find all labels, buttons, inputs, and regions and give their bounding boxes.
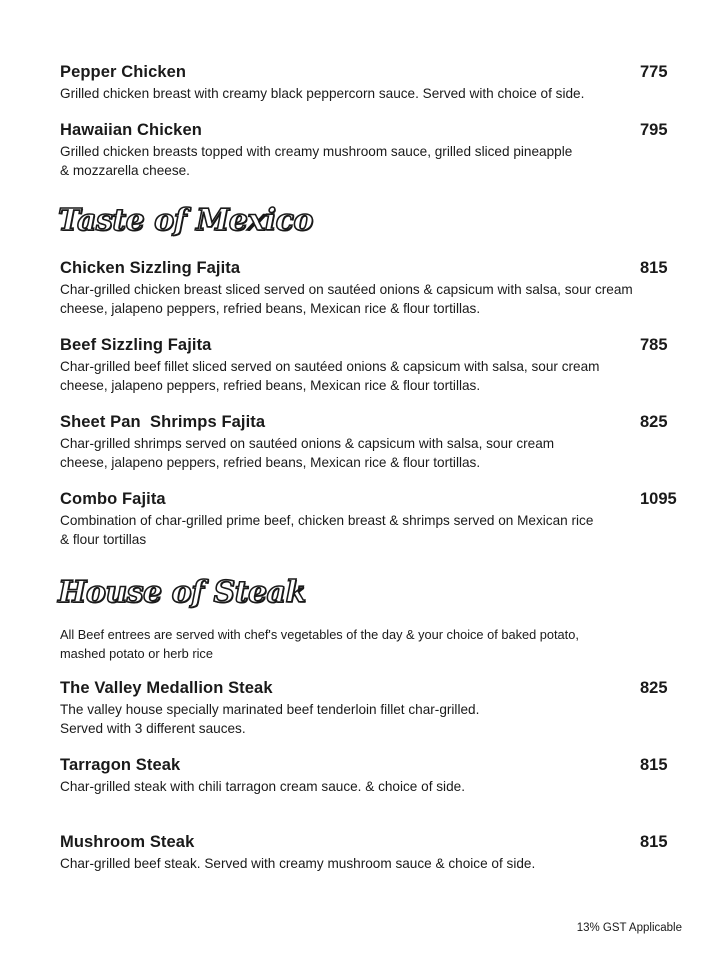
item-price-mushroom-steak: 815 [640,833,668,851]
gst-note: 13% GST Applicable [576,922,682,934]
note-line: All Beef entrees are served with chef's vegetables of the day & your choice of baked potato, [60,627,579,642]
desc-line: Char-grilled chicken breast sliced served on sautéed onions & capsicum with salsa, sour cream [60,282,633,297]
desc-line: cheese, jalapeno peppers, refried beans, Mexican rice & flour tortillas. [60,301,481,316]
item-price-pepper-chicken: 775 [640,63,668,81]
desc-line: Char-grilled beef steak. Served with creamy mushroom sauce & choice of side. [60,856,536,871]
item-desc-pepper-chicken [60,84,584,103]
desc-line: Served with 3 different sauces. [60,721,246,736]
item-name-sheet-pan-shrimps-fajita: Sheet Pan Shrimps Fajita [60,413,266,431]
desc-line: cheese, jalapeno peppers, refried beans, Mexican rice & flour tortillas. [60,455,481,470]
item-name-mushroom-steak: Mushroom Steak [60,833,195,851]
item-desc-chicken-sizzling-fajita [60,280,633,318]
section-note-house-of-steak [60,625,579,663]
desc-line: Char-grilled shrimps served on sautéed onions & capsicum with salsa, sour cream [60,436,555,451]
desc-line: Grilled chicken breast with creamy black peppercorn sauce. Served with choice of side. [60,86,585,101]
item-desc-hawaiian-chicken [60,142,572,180]
item-price-sheet-pan-shrimps-fajita: 825 [640,413,668,431]
item-desc-tarragon-steak [60,777,465,796]
item-desc-beef-sizzling-fajita [60,357,599,395]
desc-line: Char-grilled beef fillet sliced served on sautéed onions & capsicum with salsa, sour cream [60,359,600,374]
item-desc-valley-medallion-steak [60,700,479,738]
item-name-tarragon-steak: Tarragon Steak [60,756,181,774]
desc-line: & mozzarella cheese. [60,163,190,178]
desc-line: Grilled chicken breasts topped with creamy mushroom sauce, grilled sliced pineapple [60,144,573,159]
item-desc-sheet-pan-shrimps-fajita [60,434,554,472]
item-name-combo-fajita: Combo Fajita [60,490,166,508]
item-name-chicken-sizzling-fajita: Chicken Sizzling Fajita [60,259,241,277]
section-title-house-of-steak: House of Steak [58,575,306,610]
desc-line: The valley house specially marinated beef tenderloin fillet char-grilled. [60,702,480,717]
item-price-valley-medallion-steak: 825 [640,679,668,697]
desc-line: Char-grilled steak with chili tarragon cream sauce. & choice of side. [60,779,465,794]
desc-line: Combination of char-grilled prime beef, chicken breast & shrimps served on Mexican rice [60,513,594,528]
item-name-hawaiian-chicken: Hawaiian Chicken [60,121,202,139]
desc-line: cheese, jalapeno peppers, refried beans, Mexican rice & flour tortillas. [60,378,481,393]
item-name-beef-sizzling-fajita: Beef Sizzling Fajita [60,336,212,354]
item-desc-mushroom-steak [60,854,535,873]
item-name-valley-medallion-steak: The Valley Medallion Steak [60,679,273,697]
desc-line: & flour tortillas [60,532,147,547]
item-name-pepper-chicken: Pepper Chicken [60,63,187,81]
item-price-combo-fajita: 1095 [640,490,677,508]
section-title-taste-of-mexico: Taste of Mexico [58,203,313,238]
item-price-chicken-sizzling-fajita: 815 [640,259,668,277]
item-price-tarragon-steak: 815 [640,756,668,774]
note-line: mashed potato or herb rice [60,646,213,661]
item-desc-combo-fajita [60,511,593,549]
item-price-beef-sizzling-fajita: 785 [640,336,668,354]
item-price-hawaiian-chicken: 795 [640,121,668,139]
